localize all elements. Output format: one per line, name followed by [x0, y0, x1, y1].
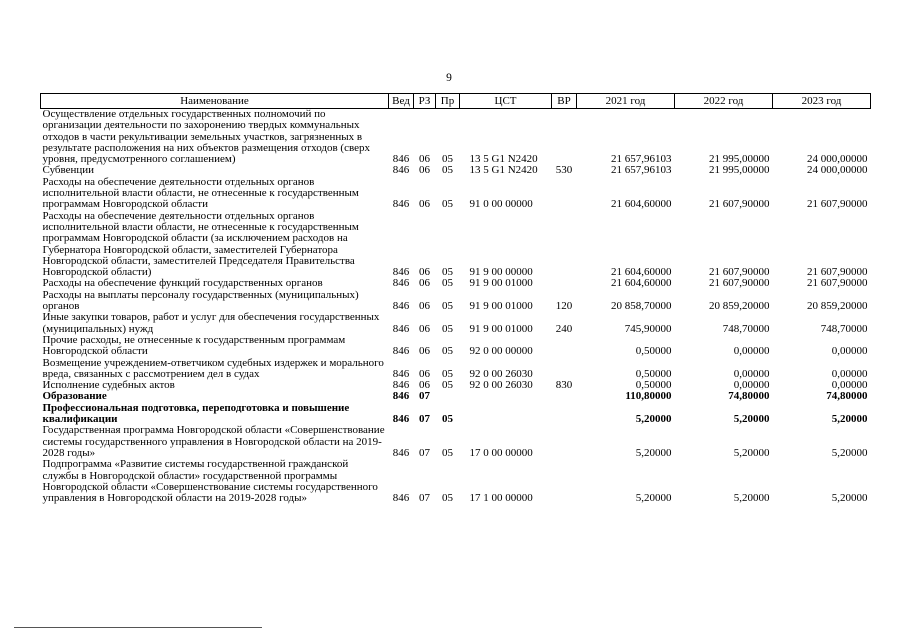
row-pr: 05	[442, 153, 453, 166]
table-row	[41, 358, 871, 381]
row-rz: 06	[419, 300, 430, 313]
row-2021: 21 604,60000	[611, 266, 672, 279]
row-vr: 830	[555, 379, 573, 392]
table-body	[41, 109, 871, 505]
header-name: Наименование	[41, 94, 389, 109]
row-pr: 05	[442, 367, 453, 380]
row-2021: 745,90000	[624, 322, 672, 335]
row-rz: 06	[419, 266, 430, 279]
row-cst	[460, 391, 552, 402]
row-name: Расходы на обеспечение деятельности отдельных органов исполнительной власти области, не отнесенные к государственным программам Новгородской области	[42, 175, 359, 211]
row-cst: 91 9 00 01000	[469, 300, 533, 313]
row-2022: 5,20000	[733, 492, 770, 505]
header-cst: ЦСТ	[460, 94, 552, 109]
row-vr	[552, 109, 577, 166]
row-pr: 05	[442, 446, 453, 459]
row-pr: 05	[442, 379, 453, 392]
header-pr: Пр	[436, 94, 460, 109]
row-2023: 5,20000	[831, 446, 868, 459]
row-pr: 05	[442, 413, 453, 426]
header-vr: ВР	[552, 94, 577, 109]
footer-rule	[14, 627, 262, 628]
table-row	[41, 335, 871, 358]
row-name: Расходы на обеспечение деятельности отдельных органов исполнительной власти области, не отнесенные к государственным программам Новгородской области (за исключением расходов на Губернатора Новгородской области, заместителей Губернатора Новгородской области, заместителей Председателя Правительства Новгородской области)	[42, 209, 359, 279]
row-name: Профессиональная подготовка, переподготовка и повышение квалификации	[42, 401, 350, 426]
row-rz: 07	[419, 492, 430, 505]
row-name: Осуществление отдельных государственных полномочий по организации деятельности по захоронению твердых коммунальных отходов в части рекультивации земельных участков, загрязненных в результате расположения на них объектов размещения отходов (сверх уровня, предусмотренного соглашением)	[42, 108, 370, 166]
row-rz: 07	[419, 413, 430, 426]
row-vr	[552, 177, 577, 211]
row-vr	[552, 335, 577, 358]
header-rz: РЗ	[414, 94, 436, 109]
row-vr	[552, 358, 577, 381]
header-2023: 2023 год	[773, 94, 871, 109]
table-header-row	[41, 94, 871, 109]
row-cst: 91 9 00 01000	[469, 277, 533, 290]
row-cst: 91 9 00 00000	[469, 266, 533, 279]
row-2021: 20 858,70000	[611, 300, 672, 313]
row-vr	[552, 403, 577, 426]
row-2022: 0,00000	[733, 367, 770, 380]
row-pr: 05	[442, 492, 453, 505]
row-rz: 06	[419, 198, 430, 211]
row-vr	[552, 459, 577, 504]
row-cst: 92 0 00 26030	[469, 379, 533, 392]
row-2021: 5,20000	[635, 446, 672, 459]
row-vr: 530	[555, 164, 573, 177]
row-rz: 07	[419, 390, 430, 403]
row-rz: 06	[419, 164, 430, 177]
row-name: Расходы на обеспечение функций государственных органов	[42, 277, 323, 290]
row-pr: 05	[442, 345, 453, 358]
table-row	[41, 312, 871, 335]
row-vr	[552, 391, 577, 402]
row-2023: 0,00000	[831, 379, 868, 392]
row-2021: 5,20000	[635, 492, 672, 505]
row-2022: 21 607,90000	[709, 277, 770, 290]
row-ved: 846	[392, 322, 410, 335]
row-name: Образование	[42, 390, 107, 403]
page-number: 9	[446, 72, 452, 84]
row-name: Возмещение учреждением-ответчиком судебных издержек и морального вреда, связанных с рассмотрением дел в судах	[42, 356, 384, 380]
row-ved: 846	[392, 277, 410, 290]
row-2021: 0,50000	[635, 367, 672, 380]
row-pr: 05	[442, 164, 453, 177]
row-name: Иные закупки товаров, работ и услуг для обеспечения государственных (муниципальных) нужд	[42, 311, 380, 335]
row-cst: 17 1 00 00000	[469, 492, 533, 505]
row-cst: 17 0 00 00000	[469, 446, 533, 459]
row-pr: 05	[442, 198, 453, 211]
row-2021: 21 604,60000	[611, 198, 672, 211]
row-ved: 846	[392, 153, 410, 166]
budget-table	[40, 93, 871, 504]
table-row	[41, 290, 871, 313]
row-rz: 07	[419, 446, 430, 459]
row-pr: 05	[442, 266, 453, 279]
row-2023: 5,20000	[831, 492, 868, 505]
row-2022: 5,20000	[733, 446, 770, 459]
row-2023: 21 607,90000	[807, 266, 868, 279]
header-2022: 2022 год	[675, 94, 773, 109]
row-cst	[460, 403, 552, 426]
row-2021: 21 604,60000	[611, 277, 672, 290]
row-rz: 06	[419, 367, 430, 380]
row-2022: 20 859,20000	[709, 300, 770, 313]
row-2023: 5,20000	[831, 413, 868, 426]
row-ved: 846	[392, 379, 410, 392]
table-row	[41, 177, 871, 211]
row-name: Исполнение судебных актов	[42, 379, 175, 392]
row-2023: 0,00000	[831, 345, 868, 358]
row-vr: 240	[555, 322, 573, 335]
row-ved: 846	[392, 367, 410, 380]
row-pr	[436, 391, 460, 402]
row-vr	[552, 211, 577, 279]
row-2023: 20 859,20000	[807, 300, 868, 313]
row-2021: 21 657,96103	[611, 153, 672, 166]
row-ved: 846	[392, 345, 410, 358]
table-row	[41, 211, 871, 279]
row-2021: 21 657,96103	[611, 164, 672, 177]
row-2021: 5,20000	[635, 413, 672, 426]
row-vr: 120	[555, 300, 573, 313]
row-2023: 21 607,90000	[807, 277, 868, 290]
row-2022: 74,80000	[728, 390, 770, 403]
row-name: Расходы на выплаты персоналу государственных (муниципальных) органов	[42, 288, 359, 313]
row-rz: 06	[419, 277, 430, 290]
row-ved: 846	[392, 446, 410, 459]
row-vr	[552, 278, 577, 289]
row-2023: 24 000,00000	[807, 164, 868, 177]
row-rz: 06	[419, 322, 430, 335]
row-2023: 24 000,00000	[807, 153, 868, 166]
row-ved: 846	[392, 413, 410, 426]
row-cst: 92 0 00 26030	[469, 367, 533, 380]
row-vr	[552, 425, 577, 459]
row-2023: 0,00000	[831, 367, 868, 380]
row-cst: 13 5 G1 N2420	[469, 153, 538, 166]
row-2022: 0,00000	[733, 379, 770, 392]
row-2022: 21 995,00000	[709, 164, 770, 177]
row-rz: 06	[419, 153, 430, 166]
row-2021: 0,50000	[635, 345, 672, 358]
table-row	[41, 403, 871, 426]
row-pr: 05	[442, 322, 453, 335]
row-name: Прочие расходы, не отнесенные к государственным программам Новгородской области	[42, 333, 346, 358]
row-name: Субвенции	[42, 164, 95, 177]
header-2021: 2021 год	[577, 94, 675, 109]
row-2021: 110,80000	[625, 390, 672, 403]
row-pr: 05	[442, 300, 453, 313]
row-2023: 74,80000	[826, 390, 868, 403]
header-ved: Вед	[389, 94, 414, 109]
row-2022: 21 995,00000	[709, 153, 770, 166]
row-pr: 05	[442, 277, 453, 290]
row-ved: 846	[392, 266, 410, 279]
row-2022: 21 607,90000	[709, 198, 770, 211]
row-cst: 92 0 00 00000	[469, 345, 533, 358]
row-ved: 846	[392, 198, 410, 211]
row-2022: 748,70000	[722, 322, 770, 335]
row-2021: 0,50000	[635, 379, 672, 392]
row-ved: 846	[392, 390, 410, 403]
row-ved: 846	[392, 300, 410, 313]
row-2022: 5,20000	[733, 413, 770, 426]
row-rz: 06	[419, 379, 430, 392]
row-2022: 0,00000	[733, 345, 770, 358]
row-rz: 06	[419, 345, 430, 358]
row-ved: 846	[392, 492, 410, 505]
row-cst: 13 5 G1 N2420	[469, 164, 538, 177]
row-2023: 748,70000	[820, 322, 868, 335]
table-row	[41, 109, 871, 166]
row-name: Подпрограмма «Развитие системы государственной гражданской службы в Новгородской области» государственной программы Новгородской области «Совершенствование системы государственного управления в Новгородской области на 2019-2028 годы»	[42, 458, 378, 505]
row-2023: 21 607,90000	[807, 198, 868, 211]
table-row	[41, 425, 871, 459]
row-2022: 21 607,90000	[709, 266, 770, 279]
row-cst: 91 0 00 00000	[469, 198, 533, 211]
row-name: Государственная программа Новгородской области «Совершенствование системы государственного управления в Новгородской области на 2019-2028 годы»	[42, 424, 385, 459]
row-ved: 846	[392, 164, 410, 177]
row-cst: 91 9 00 01000	[469, 322, 533, 335]
table-row	[41, 459, 871, 504]
